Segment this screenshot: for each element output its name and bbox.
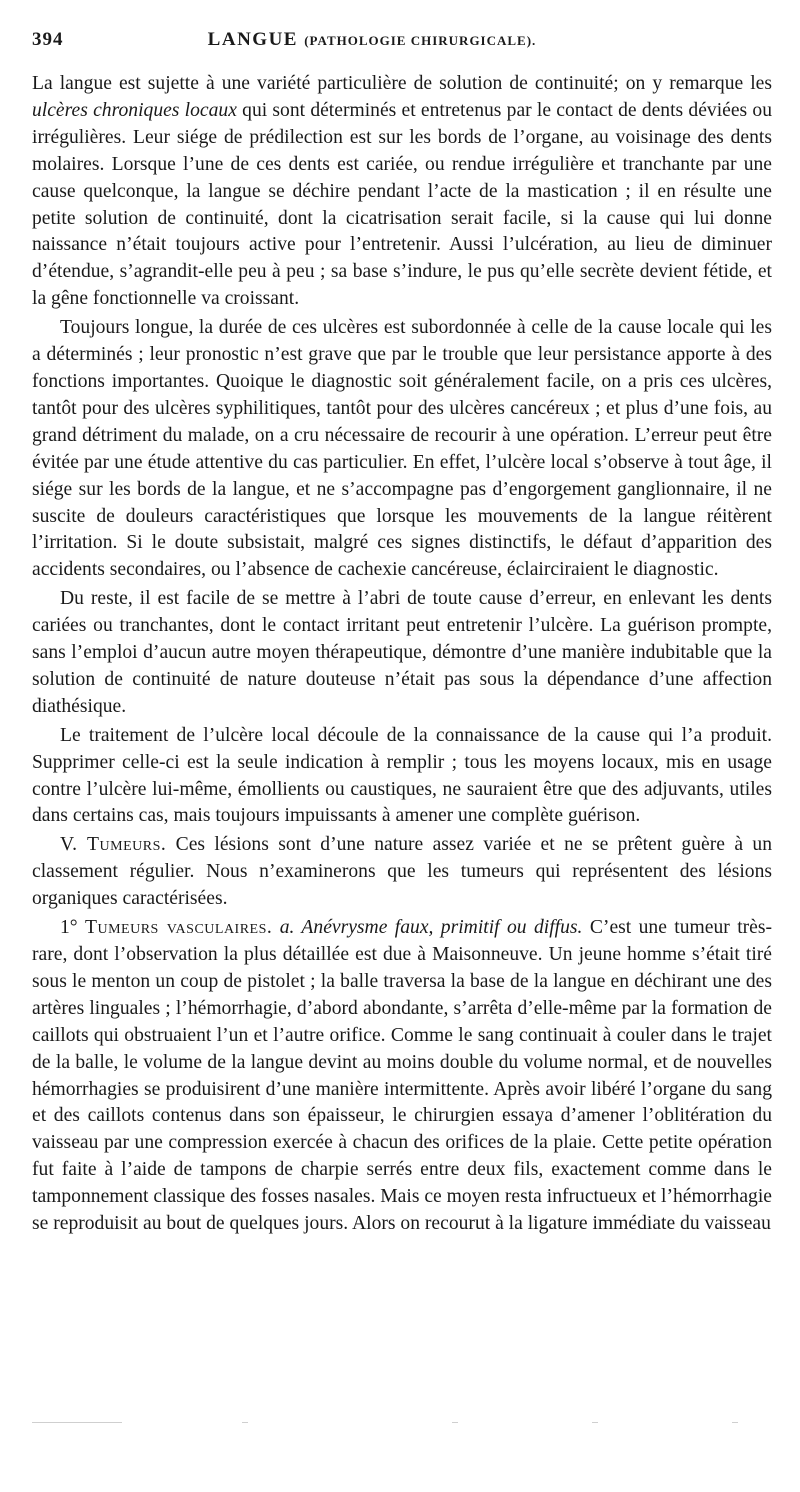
paragraph-text: Ces lésions sont d’une nature assez variée et ne se prêtent guère à un classement régulier. Nous n’examinerons que les tumeurs qui représentent des lésions organiques caractérisées. [32,834,772,910]
paragraph-text: La langue est sujette à une variété particulière de solution de continuité; on y remarque les [32,73,772,94]
print-mark [592,1422,598,1423]
emphasis-term: ulcères chroniques locaux [32,99,237,121]
paragraph-tumeurs [32,832,772,913]
paragraph-text: qui sont déterminés et entretenus par le contact de dents déviées ou irrégulières. Leur siége de prédilection est sur les bords de l’organe, au voisinage des dents molaires. Lorsque l’une de ces dents est cariée, ou rendue irrégulière et tranchante par une cause quelconque, la langue se déchire pendant l’acte de la mastication ; il en résulte une petite solution de continuité, dont la cicatrisation serait facile, si la cause qui lui donne naissance n’était toujours active pour l’entretenir. Aussi l’ulcération, au lieu de diminuer d’étendue, s’agrandit-elle peu à peu ; sa base s’indure, le pus qu’elle secrète devient fétide, et la gêne fonctionnelle va croissant. [32,99,772,310]
subsection-heading: Tumeurs vasculaires. [85,917,273,939]
book-page [32,28,772,1238]
paragraph-traitement: Le traitement de l’ulcère local découle de la connaissance de la cause qui l’a produit. Supprimer celle-ci est la seule indication à remplir ; tous les moyens locaux, mis en usage contre l’ulcère lui-même, émollients ou caustiques, ne sauraient être que des adjuvants, utiles dans certains cas, mais toujours impuissants à amener une complète guérison. [32,724,772,827]
paragraph-ulceres-chroniques [32,71,772,313]
paragraph-tumeurs-vasculaires [32,915,772,1238]
paragraph-pronostic: Toujours longue, la durée de ces ulcères est subordonnée à celle de la cause locale qui les a déterminés ; leur pronostic n’est grave que par le trouble que leur persistance apporte à des fonctions importantes. Quoique le diagnostic soit généralement facile, on a pris ces ulcères, tantôt pour des ulcères syphilitiques, tantôt pour des ulcères cancéreux ; et plus d’une fois, au grand détriment du malade, on a cru nécessaire de recourir à une opération. L’erreur peut être évitée par une étude attentive du cas particulier. En effet, l’ulcère local s’observe à tout âge, il siége sur les bords de la langue, et ne s’accompagne pas d’engorgement ganglionnaire, il ne suscite de douleurs caractéristiques que lorsque les mouvements de la langue réitèrent l’irritation. Si le doute subsistait, malgré ces signes distinctifs, le défaut d’apparition des accidents secondaires, ou l’absence de cachexie cancéreuse, éclairciraient le diagnostic. [32,317,772,581]
running-title-subtitle: (PATHOLOGIE CHIRURGICALE). [304,33,537,48]
running-title-main: LANGUE [207,29,298,50]
subsection-number: 1° [60,917,86,939]
bottom-print-marks [32,1416,772,1430]
paragraph-erreur: Du reste, il est facile de se mettre à l’abri de toute cause d’erreur, en enlevant les dents cariées ou tranchantes, dont le contact irritant peut entretenir l’ulcère. La guérison prompte, sans l’emploi d’aucun autre moyen thérapeutique, démontre d’une manière indubitable que la solution de continuité de nature douteuse n’était pas sous la dépendance d’une affection diathésique. [32,588,772,717]
section-heading-tumeurs: V. Tumeurs. [60,834,167,856]
paragraph-text: C’est une tumeur très-rare, dont l’observation la plus détaillée est due à Maisonneuve. Un jeune homme s’était tiré sous le menton un coup de pistolet ; la balle traversa la base de la langue en déchirant une des artères linguales ; l’hémorrhagie, d’abord abondante, s’arrêta d’elle-même par la formation de caillots qui obstruaient l’un et l’autre orifice. Comme le sang continuait à couler dans le trajet de la balle, le volume de la langue devint au moins double du volume normal, et de nouvelles hémorrhagies se produisirent d’une manière intermittente. Après avoir libéré l’organe du sang et des caillots contenus dans son épaisseur, le chirurgien essaya d’amener l’oblitération du vaisseau par une compression exercée à chacun des orifices de la plaie. Cette petite opération fut faite à l’aide de tampons de charpie serrés entre deux fils, exactement comme dans le tamponnement classique des fosses nasales. Mais ce moyen resta infructueux et l’hémorrhagie se reproduisit au bout de quelques jours. Alors on recourut à la ligature immédiate du vaisseau [32,917,773,1235]
print-mark [32,1422,122,1423]
print-mark [242,1422,248,1423]
print-mark [732,1422,738,1423]
running-head [32,28,772,53]
page-number: 394 [32,29,64,50]
print-mark [452,1422,458,1423]
running-title [92,28,652,53]
emphasis-term: a. Anévrysme faux, primitif ou diffus. [272,917,583,939]
